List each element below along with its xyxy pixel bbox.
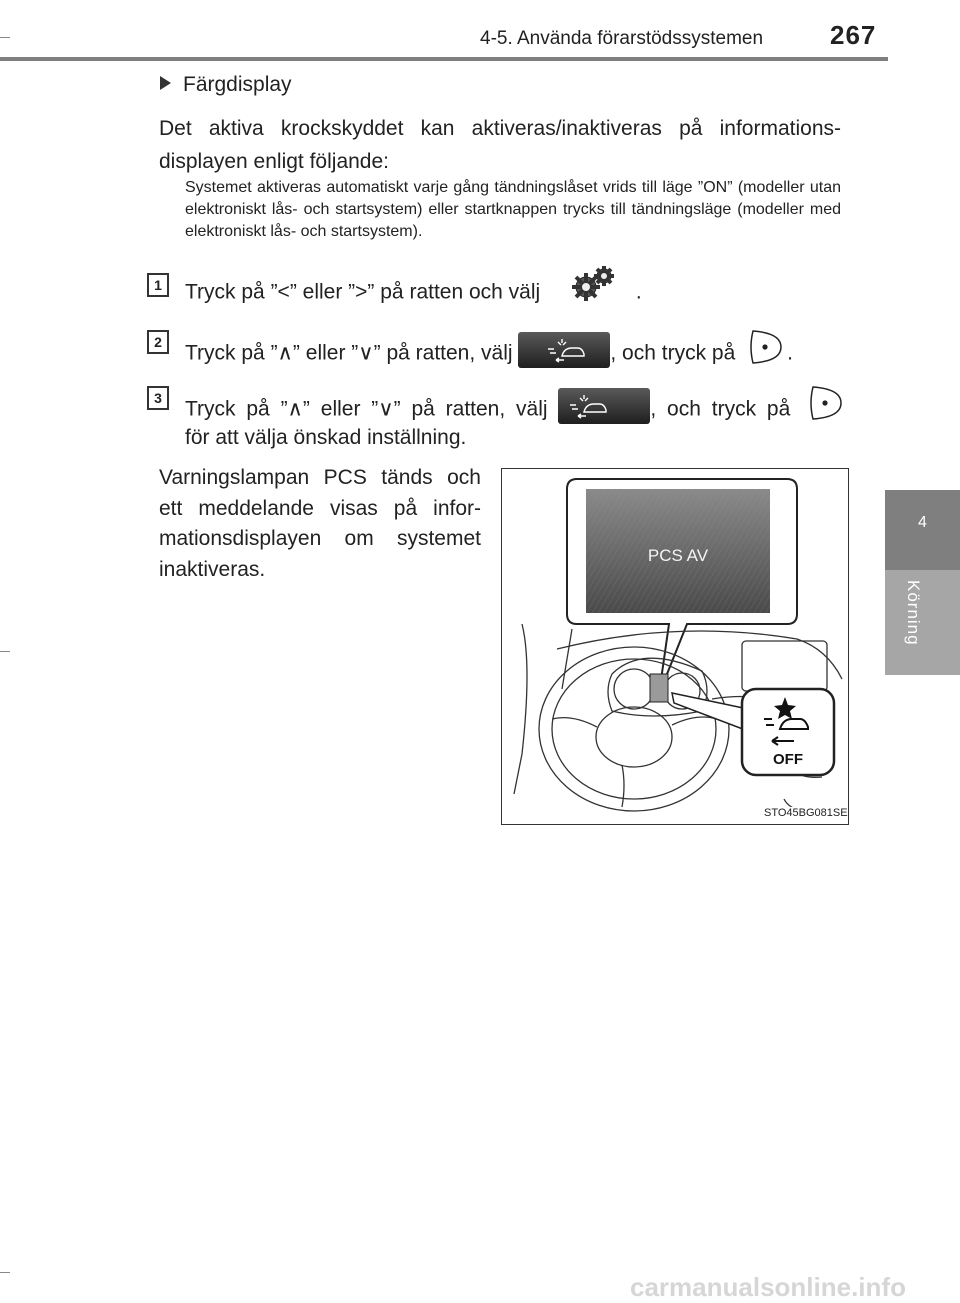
note-paragraph: Systemet aktiveras automatiskt varje gång tändningslåset vrids till läge ”ON” (modeller utan elektroniskt lås- och startsystem) eller startknappen trycks till tändningsläge (modeller med elektroniskt lås- och startsystem).	[185, 179, 841, 240]
off-label: OFF	[773, 751, 803, 768]
display-message: PCS AV	[647, 546, 709, 565]
triangle-bullet-icon	[160, 76, 171, 90]
dashboard-illustration	[501, 468, 849, 825]
pcs-menu-icon	[518, 332, 610, 368]
step-2	[185, 335, 793, 373]
page-number: 267	[830, 20, 877, 50]
step-3	[185, 391, 845, 429]
ok-button-icon	[747, 327, 785, 373]
warning-paragraph: Varningslampan PCS tänds och ett meddelande visas på infor-mationsdisplayen om systemet inaktiveras.	[159, 466, 481, 581]
settings-gear-icon	[568, 264, 618, 308]
pcs-menu-icon	[558, 388, 650, 424]
step-2-end: .	[787, 341, 793, 365]
sub-heading	[160, 73, 292, 97]
step-badge: 3	[147, 386, 169, 410]
step-1	[185, 278, 642, 308]
step-badge: 1	[147, 273, 169, 297]
step-2-mid: , och tryck på	[610, 341, 736, 365]
crop-mark	[0, 1272, 10, 1273]
step-badge: 2	[147, 330, 169, 354]
figure-code: STO45BG081SE	[764, 807, 848, 819]
step-1-text: Tryck på ”<” eller ”>” på ratten och välj	[185, 280, 541, 304]
ok-button-icon	[807, 383, 845, 429]
sub-heading-text: Färgdisplay	[183, 73, 292, 96]
step-2-text: Tryck på ”∧” eller ”∨” på ratten, välj	[185, 341, 513, 365]
step-1-end: .	[635, 280, 642, 304]
step-3-continued: för att välja önskad inställning.	[185, 426, 467, 449]
crop-mark	[0, 37, 10, 38]
crop-mark	[0, 651, 10, 652]
header-rule	[0, 57, 888, 61]
intro-paragraph: Det aktiva krockskyddet kan aktiveras/inaktiveras på informations-displayen enligt följande:	[159, 117, 841, 173]
section-title: 4-5. Använda förarstödssystemen	[480, 28, 764, 49]
chapter-label: Körning	[904, 580, 923, 646]
step-3-mid: , och tryck på	[650, 397, 791, 421]
chapter-number: 4	[918, 514, 927, 531]
watermark: carmanualsonline.info	[630, 1272, 906, 1302]
step-3-text: Tryck på ”∧” eller ”∨” på ratten, välj	[185, 397, 548, 421]
